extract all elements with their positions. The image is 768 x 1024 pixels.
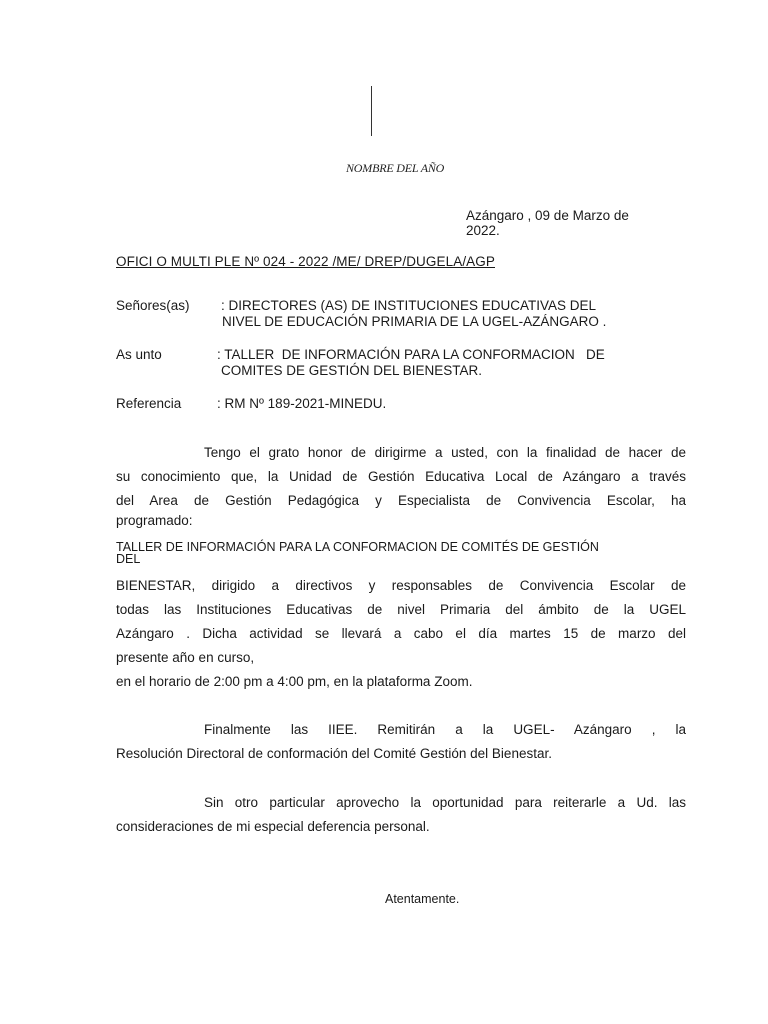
paragraph-details-line: todas las Instituciones Educativas de nivel Primaria del ámbito de la UGEL	[116, 602, 686, 617]
paragraph-details-line: presente año en curso,	[116, 650, 255, 665]
paragraph-farewell-line: consideraciones de mi especial deferencia personal.	[116, 819, 430, 834]
workshop-title-line-1: TALLER DE INFORMACIÓN PARA LA CONFORMACION DE COMITÉS DE GESTIÓN	[116, 540, 599, 554]
subject-line-1: : TALLER DE INFORMACIÓN PARA LA CONFORMACION DE	[217, 347, 605, 362]
place-date-line-2: 2022.	[466, 223, 500, 238]
paragraph-farewell-line: Sin otro particular aprovecho la oportunidad para reiterarle a Ud. las	[204, 795, 686, 810]
paragraph-resolution-line: Finalmente las IIEE. Remitirán a la UGEL- Azángaro , la	[204, 722, 686, 737]
subject-line-2: COMITES DE GESTIÓN DEL BIENESTAR.	[221, 363, 483, 378]
recipients-line-2: NIVEL DE EDUCACIÓN PRIMARIA DE LA UGEL-AZÁNGARO .	[222, 314, 607, 329]
paragraph-workshop-details	[116, 574, 686, 694]
paragraph-intro-line: Tengo el grato honor de dirigirme a usted, con la finalidad de hacer de	[204, 445, 686, 460]
paragraph-intro	[116, 441, 686, 528]
paragraph-details-line: BIENESTAR, dirigido a directivos y responsables de Convivencia Escolar de	[116, 578, 686, 593]
workshop-title	[116, 541, 686, 565]
paragraph-farewell	[116, 791, 686, 839]
paragraph-intro-line: del Area de Gestión Pedagógica y Especialista de Convivencia Escolar, ha	[116, 493, 686, 508]
recipients-label: Señores(as)	[116, 298, 190, 313]
subject-label: As unto	[116, 347, 162, 362]
recipients-line-1: : DIRECTORES (AS) DE INSTITUCIONES EDUCATIVAS DEL	[221, 298, 597, 313]
paragraph-details-line: Azángaro . Dicha actividad se llevará a cabo el día martes 15 de marzo del	[116, 626, 686, 641]
paragraph-resolution-line: Resolución Directoral de conformación del Comité Gestión del Bienestar.	[116, 746, 552, 761]
paragraph-intro-line: su conocimiento que, la Unidad de Gestión Educativa Local de Azángaro a través	[116, 469, 686, 484]
office-code: OFICI O MULTI PLE Nº 024 - 2022 /ME/ DREP/DUGELA/AGP	[116, 254, 495, 269]
place-date-line-1: Azángaro , 09 de Marzo de	[466, 208, 629, 223]
closing-salutation: Atentamente.	[385, 892, 460, 906]
year-name-heading: NOMBRE DEL AÑO	[346, 161, 445, 175]
paragraph-intro-line: programado:	[116, 513, 193, 528]
reference-value: : RM Nº 189-2021-MINEDU.	[217, 396, 387, 411]
reference-label: Referencia	[116, 396, 182, 411]
place-date	[466, 208, 666, 238]
subject-value	[217, 347, 687, 379]
workshop-title-line-2: DEL	[116, 552, 141, 566]
paragraph-resolution	[116, 718, 686, 766]
paragraph-details-line: en el horario de 2:00 pm a 4:00 pm, en la plataforma Zoom.	[116, 674, 473, 689]
header-vertical-rule	[371, 86, 372, 136]
recipients-value	[221, 298, 606, 330]
